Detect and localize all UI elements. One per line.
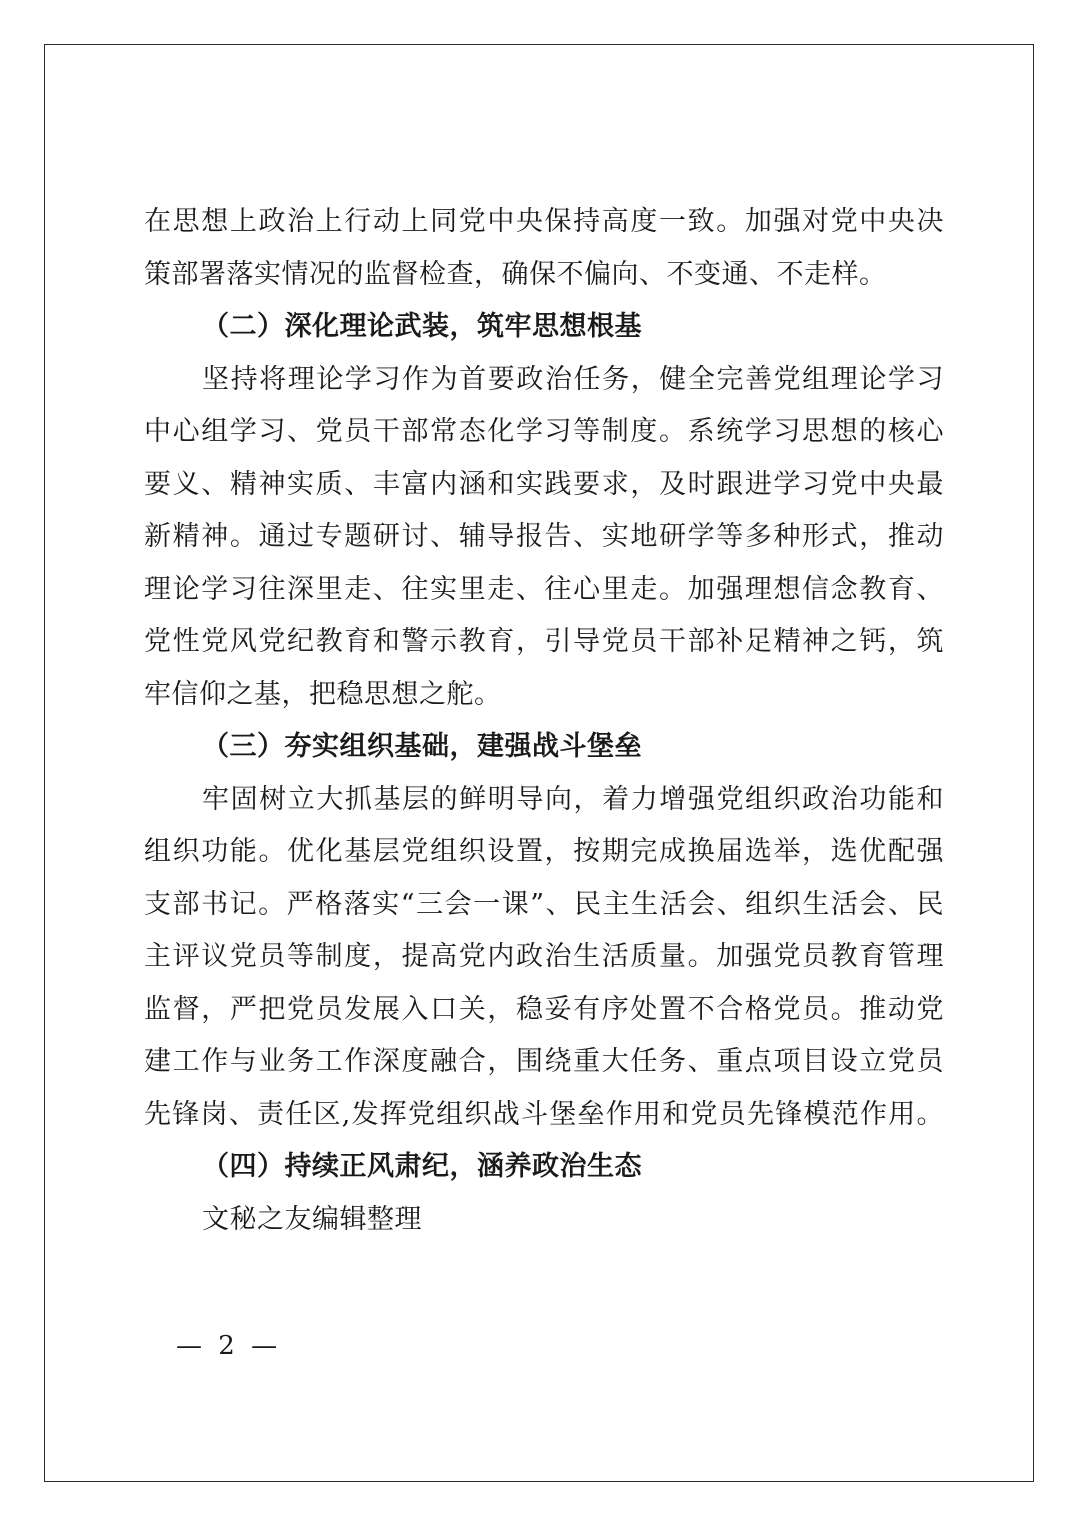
- section-heading: （二）深化理论武装，筑牢思想根基: [202, 311, 642, 342]
- text-line: 先锋岗、责任区,发挥党组织战斗堡垒作用和党员先锋模范作用。: [144, 1098, 944, 1130]
- text-line: 新精神。通过专题研讨、辅导报告、实地研学等多种形式，推动: [144, 521, 944, 552]
- page-number: — 2 —: [176, 1331, 282, 1361]
- text-line: 党性党风党纪教育和警示教育，引导党员干部补足精神之钙，筑: [144, 626, 944, 657]
- text-line: 坚持将理论学习作为首要政治任务，健全完善党组理论学习: [202, 363, 944, 395]
- text-line: 理论学习往深里走、往实里走、往心里走。加强理想信念教育、: [144, 573, 944, 605]
- text-line: 策部署落实情况的监督检查，确保不偏向、不变通、不走样。: [144, 258, 887, 290]
- section-heading: （四）持续正风肃纪，涵养政治生态: [202, 1151, 642, 1182]
- text-line: 建工作与业务工作深度融合，围绕重大任务、重点项目设立党员: [144, 1046, 944, 1077]
- document-body: [144, 196, 944, 1246]
- text-line: 中心组学习、党员干部常态化学习等制度。系统学习思想的核心: [144, 416, 944, 447]
- text-line: 在思想上政治上行动上同党中央保持高度一致。加强对党中央决: [144, 206, 944, 237]
- text-line: 牢固树立大抓基层的鲜明导向，着力增强党组织政治功能和: [202, 783, 944, 815]
- text-line: 牢信仰之基，把稳思想之舵。: [144, 678, 502, 710]
- section-heading: （三）夯实组织基础，建强战斗堡垒: [202, 731, 642, 762]
- text-line: 文秘之友编辑整理: [202, 1203, 422, 1235]
- text-line: 支部书记。严格落实“三会一课”、民主生活会、组织生活会、民: [144, 888, 944, 920]
- text-line: 主评议党员等制度，提高党内政治生活质量。加强党员教育管理: [144, 941, 944, 972]
- text-line: 要义、精神实质、丰富内涵和实践要求，及时跟进学习党中央最: [144, 468, 944, 500]
- text-line: 监督，严把党员发展入口关，稳妥有序处置不合格党员。推动党: [144, 993, 944, 1025]
- text-line: 组织功能。优化基层党组织设置，按期完成换届选举，选优配强: [144, 836, 944, 867]
